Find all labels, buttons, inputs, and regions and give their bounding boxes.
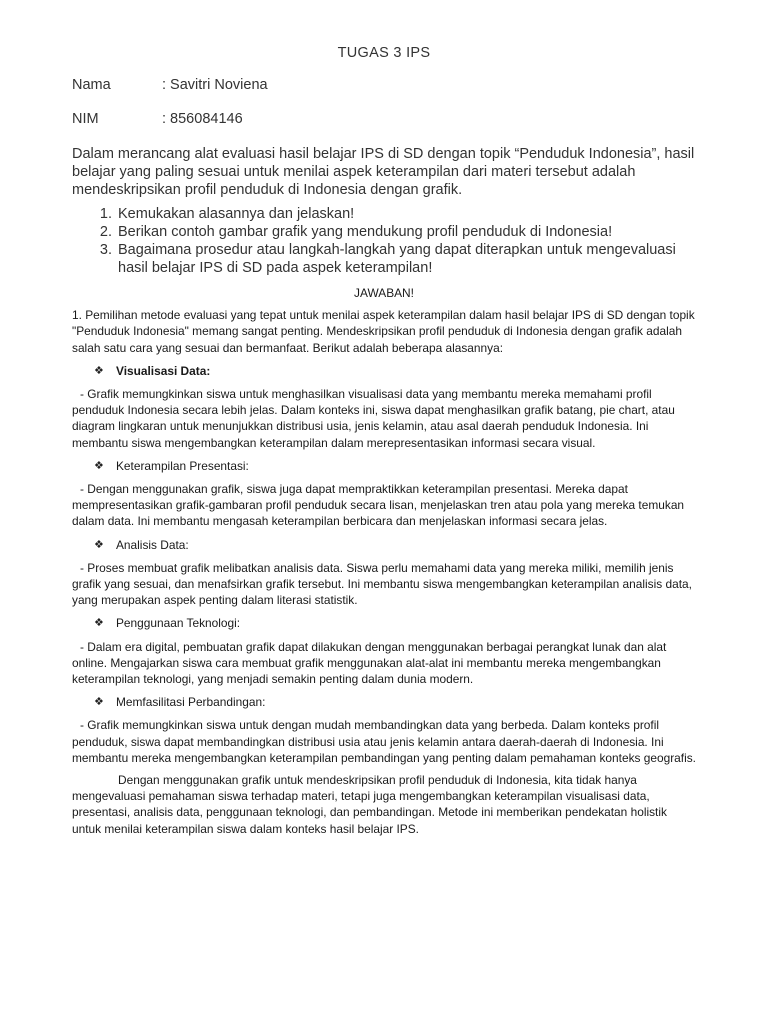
question-item: 1. Kemukakan alasannya dan jelaskan!: [116, 205, 696, 223]
nim-label: NIM: [72, 111, 99, 127]
diamond-bullet-icon: ❖: [94, 696, 104, 709]
point-heading-label: Keterampilan Presentasi:: [116, 458, 249, 473]
point-heading: [94, 363, 696, 379]
point-heading: [94, 615, 696, 631]
point-heading: [94, 694, 696, 710]
nim-row: [72, 111, 696, 131]
point-heading-label: Analisis Data:: [116, 537, 189, 552]
intro-paragraph: Dalam merancang alat evaluasi hasil belajar IPS di SD dengan topik “Penduduk Indonesia”, hasil belajar yang paling sesuai untuk menilai aspek keterampilan dari materi tersebut adalah mendeskripsikan profil penduduk di Indonesia dengan grafik.: [72, 146, 695, 198]
diamond-bullet-icon: ❖: [94, 459, 104, 472]
closing-paragraph: Dengan menggunakan grafik untuk mendeskripsikan profil penduduk di Indonesia, kita tidak hanya mengevaluasi pemahaman siswa terhadap materi, tetapi juga mengembangkan keterampilan visualisasi data, presentasi, analisis data, penggunaan teknologi, dan pembandingan. Metode ini memberikan pendekatan holistik untuk menilai keterampilan siswa dalam konteks hasil belajar IPS.: [72, 773, 667, 836]
point-heading: [94, 458, 696, 474]
point-text: - Dalam era digital, pembuatan grafik dapat dilakukan dengan menggunakan berbagai perangkat lunak dan alat online. Mengajarkan siswa cara membuat grafik menggunakan alat-alat ini membantu mereka mengembangkan keterampilan teknologi, yang menjadi semakin penting dalam dunia modern.: [72, 639, 667, 687]
diamond-bullet-icon: ❖: [94, 538, 104, 551]
question-item: 3. Bagaimana prosedur atau langkah-langkah yang dapat diterapkan untuk mengevaluasi hasil belajar IPS di SD pada aspek keterampilan!: [116, 241, 696, 277]
answer-heading: JAWABAN!: [354, 286, 414, 300]
name-label: Nama: [72, 77, 111, 93]
point-text: - Grafik memungkinkan siswa untuk menghasilkan visualisasi data yang membantu mereka memahami profil penduduk Indonesia secara lebih jelas. Dalam konteks ini, siswa dapat menghasilkan grafik batang, pie chart, atau diagram lingkaran untuk menunjukkan distribusi usia, jenis kelamin, atau asal daerah penduduk Indonesia. Ini membantu siswa mengembangkan keterampilan dalam merepresentasikan informasi secara visual.: [72, 387, 675, 450]
point-text: - Proses membuat grafik melibatkan analisis data. Siswa perlu memahami data yang mereka miliki, memilih jenis grafik yang sesuai, dan menafsirkan grafik tersebut. Ini membantu siswa mengembangkan keterampilan analisis data, yang merupakan aspek penting dalam literasi statistik.: [72, 560, 692, 608]
name-row: [72, 77, 696, 97]
point-heading-label: Penggunaan Teknologi:: [116, 616, 241, 631]
point-text: - Grafik memungkinkan siswa untuk dengan mudah membandingkan data yang berbeda. Dalam konteks profil penduduk, siswa dapat membandingkan distribusi usia atau jenis kelamin antara daerah-daerah di Indonesia. Ini membantu mereka mengembangkan keterampilan pembandingan yang penting dalam pemahaman konteks geografis.: [72, 718, 696, 765]
answer-intro: 1. Pemilihan metode evaluasi yang tepat untuk menilai aspek keterampilan dalam hasil belajar IPS di SD dengan topik "Penduduk Indonesia" memang sangat penting. Mendeskripsikan profil penduduk di Indonesia dengan grafik adalah salah satu cara yang sesuai dan bermanfaat. Berikut adalah beberapa alasannya:: [72, 308, 695, 355]
point-text: - Dengan menggunakan grafik, siswa juga dapat mempraktikkan keterampilan presentasi. Mereka dapat mempresentasikan grafik-gambaran profil penduduk secara lisan, menjelaskan tren atau pola yang mereka temukan dalam data. Ini membantu mengasah keterampilan berbicara dan menjelaskan informasi secara jelas.: [72, 482, 685, 529]
diamond-bullet-icon: ❖: [94, 364, 104, 377]
point-heading-label: Memfasilitasi Perbandingan:: [116, 695, 266, 710]
point-heading: [94, 537, 696, 553]
name-value: : Savitri Noviena: [162, 77, 268, 93]
question-list: [72, 205, 696, 277]
diamond-bullet-icon: ❖: [94, 617, 104, 630]
point-heading-label: Visualisasi Data:: [116, 363, 211, 378]
document-title: TUGAS 3 IPS: [337, 45, 431, 61]
assignment-header: [72, 0, 696, 277]
nim-value: : 856084146: [162, 111, 243, 127]
question-item: 2. Berikan contoh gambar grafik yang mendukung profil penduduk di Indonesia!: [116, 223, 696, 241]
answer-section: [72, 285, 696, 837]
